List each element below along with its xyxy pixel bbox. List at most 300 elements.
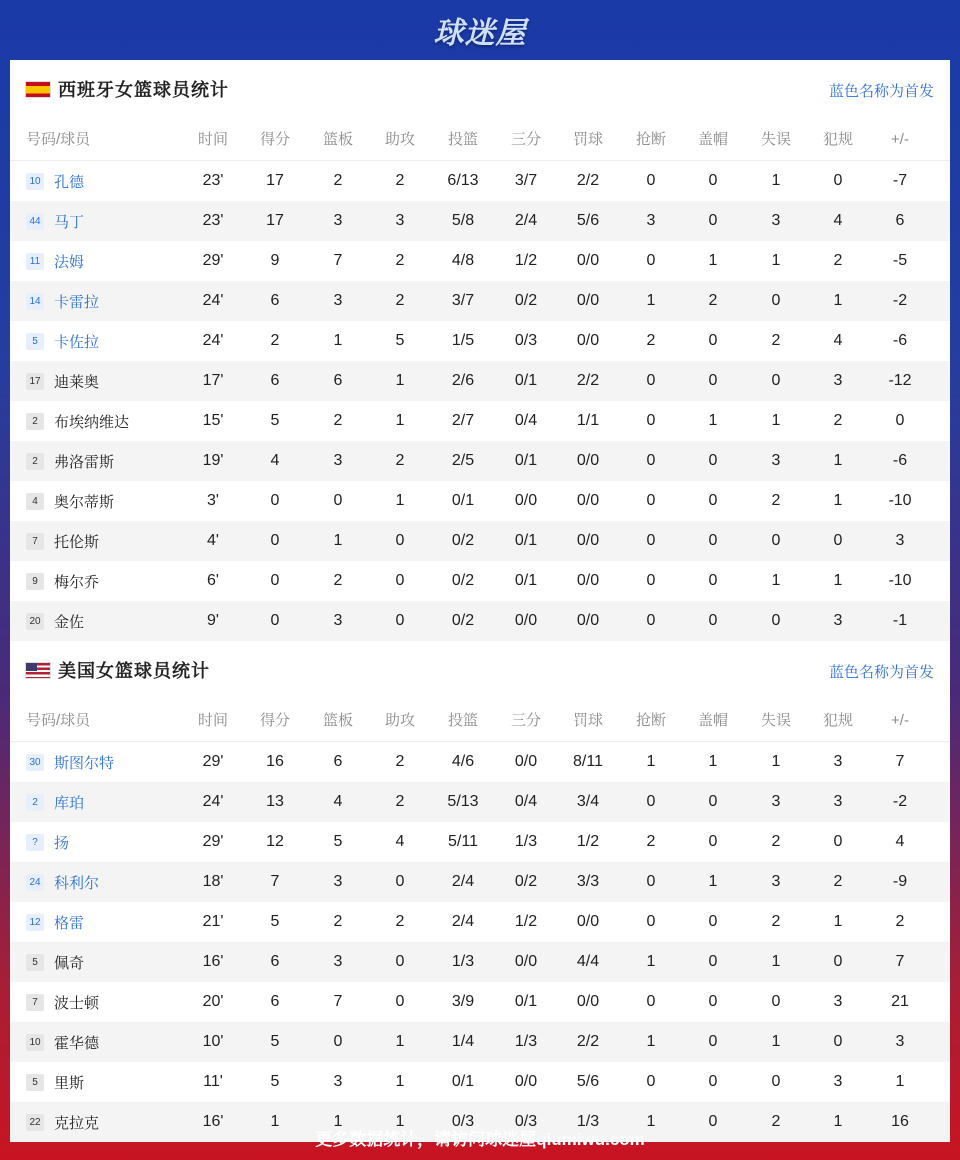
stat-cell: 0 bbox=[708, 1113, 718, 1130]
stat-cell: 1 bbox=[833, 292, 843, 309]
stat-cell: 0 bbox=[708, 953, 718, 970]
stat-cell: 2 bbox=[395, 753, 405, 770]
stat-cell: 0 bbox=[395, 532, 405, 549]
stat-cell: 0 bbox=[708, 212, 718, 229]
stats-panel bbox=[10, 60, 950, 1132]
jersey-number-badge: 24 bbox=[26, 874, 44, 891]
stat-cell: 1 bbox=[771, 572, 781, 589]
stat-cell: 1/2 bbox=[514, 252, 538, 269]
jersey-number-badge: 22 bbox=[26, 1114, 44, 1131]
stat-cell: 0 bbox=[270, 492, 280, 509]
player-name[interactable]: 梅尔乔 bbox=[54, 573, 100, 591]
stat-cell: 7 bbox=[895, 953, 905, 970]
stat-cell: 0/0 bbox=[514, 612, 538, 629]
stat-cell: 3/7 bbox=[514, 172, 538, 189]
column-header: +/- bbox=[891, 131, 909, 148]
player-cell[interactable] bbox=[26, 521, 99, 561]
stat-cell: 15' bbox=[202, 412, 224, 429]
stat-cell: 0 bbox=[395, 572, 405, 589]
stat-cell: 0 bbox=[833, 532, 843, 549]
stat-cell: 0 bbox=[833, 833, 843, 850]
stat-cell: 0/2 bbox=[514, 873, 538, 890]
stat-cell: 0 bbox=[708, 172, 718, 189]
player-row[interactable] bbox=[10, 862, 950, 902]
column-header: 抢断 bbox=[635, 712, 666, 729]
stat-cell: 0 bbox=[646, 412, 656, 429]
player-cell[interactable] bbox=[26, 1022, 99, 1062]
player-name[interactable]: 托伦斯 bbox=[54, 533, 100, 551]
jersey-number-badge: 2 bbox=[26, 413, 44, 430]
stat-cell: 2/2 bbox=[576, 1033, 600, 1050]
stat-cell: 1 bbox=[833, 492, 843, 509]
stat-cell: 4' bbox=[207, 532, 219, 549]
stat-cell: 19' bbox=[202, 452, 224, 469]
player-cell[interactable] bbox=[26, 321, 99, 361]
stat-cell: 10' bbox=[202, 1033, 224, 1050]
column-header: 三分 bbox=[510, 131, 541, 148]
stat-cell: 0 bbox=[270, 572, 280, 589]
column-header: 助攻 bbox=[384, 712, 415, 729]
stat-cell: 0/2 bbox=[451, 532, 475, 549]
player-cell[interactable] bbox=[26, 782, 84, 822]
jersey-number-badge: 17 bbox=[26, 373, 44, 390]
stat-cell: 29' bbox=[202, 252, 224, 269]
player-cell[interactable] bbox=[26, 862, 99, 902]
player-row[interactable] bbox=[10, 241, 950, 281]
player-name[interactable]: 马丁 bbox=[54, 213, 85, 231]
player-name[interactable]: 波士顿 bbox=[54, 994, 100, 1012]
player-cell[interactable] bbox=[26, 902, 84, 942]
stat-cell: 16' bbox=[202, 1113, 224, 1130]
player-cell[interactable] bbox=[26, 942, 84, 982]
stat-cell: 1/4 bbox=[451, 1033, 475, 1050]
stat-cell: 20' bbox=[202, 993, 224, 1010]
stat-cell: 1 bbox=[395, 1113, 405, 1130]
player-row[interactable] bbox=[10, 561, 950, 601]
stat-cell: 1 bbox=[646, 1033, 656, 1050]
player-cell[interactable] bbox=[26, 241, 84, 281]
stat-cell: 12 bbox=[266, 833, 284, 850]
stat-cell: 6 bbox=[333, 372, 343, 389]
stat-cell: 0 bbox=[708, 372, 718, 389]
stat-cell: 2 bbox=[771, 833, 781, 850]
stat-cell: 0/0 bbox=[576, 452, 600, 469]
stat-cell: 1/3 bbox=[514, 1033, 538, 1050]
stat-cell: 5 bbox=[270, 412, 280, 429]
stat-cell: 23' bbox=[202, 172, 224, 189]
stat-cell: 21' bbox=[202, 913, 224, 930]
stat-cell: 4/6 bbox=[451, 753, 475, 770]
table-header bbox=[10, 701, 950, 742]
player-name[interactable]: 斯图尔特 bbox=[54, 754, 115, 772]
section-header bbox=[10, 641, 950, 701]
footer-banner[interactable]: 更多数据统计，请访问球迷屋qiumiwu.com bbox=[315, 1130, 645, 1149]
column-header: 时间 bbox=[197, 712, 228, 729]
stat-cell: 0 bbox=[771, 532, 781, 549]
stat-cell: 0 bbox=[395, 993, 405, 1010]
stat-cell: 4 bbox=[833, 332, 843, 349]
stat-cell: 1 bbox=[833, 913, 843, 930]
player-row[interactable] bbox=[10, 161, 950, 201]
player-name[interactable]: 卡佐拉 bbox=[54, 333, 100, 351]
stat-cell: 0/4 bbox=[514, 412, 538, 429]
stat-cell: 0 bbox=[771, 612, 781, 629]
player-name[interactable]: 霍华德 bbox=[54, 1034, 100, 1052]
player-cell[interactable] bbox=[26, 742, 114, 782]
stat-cell: 3/7 bbox=[451, 292, 475, 309]
column-header: 犯规 bbox=[822, 712, 853, 729]
stat-cell: 5/6 bbox=[576, 212, 600, 229]
stat-cell: 0 bbox=[708, 492, 718, 509]
stat-cell: 3 bbox=[333, 452, 343, 469]
stat-cell: 1 bbox=[771, 252, 781, 269]
column-header: 篮板 bbox=[322, 131, 353, 148]
stat-cell: 0/0 bbox=[576, 913, 600, 930]
player-row[interactable] bbox=[10, 982, 950, 1022]
column-header: 失误 bbox=[760, 712, 791, 729]
stat-cell: 3 bbox=[833, 372, 843, 389]
stat-cell: 3 bbox=[333, 1073, 343, 1090]
usa-flag-icon bbox=[26, 663, 50, 678]
stat-cell: 0 bbox=[646, 1073, 656, 1090]
stat-cell: 1 bbox=[771, 953, 781, 970]
stat-cell: 3 bbox=[771, 452, 781, 469]
column-header: 盖帽 bbox=[697, 712, 728, 729]
stat-cell: 0 bbox=[646, 492, 656, 509]
stat-cell: 1 bbox=[270, 1113, 280, 1130]
stat-cell: 1/3 bbox=[576, 1113, 600, 1130]
team-section bbox=[10, 641, 950, 1142]
stat-cell: 3 bbox=[333, 612, 343, 629]
stat-cell: 3' bbox=[207, 492, 219, 509]
jersey-number-badge: 2 bbox=[26, 453, 44, 470]
stat-cell: 2 bbox=[333, 172, 343, 189]
stat-cell: 7 bbox=[270, 873, 280, 890]
stat-cell: 2 bbox=[895, 913, 905, 930]
stat-cell: 0 bbox=[708, 913, 718, 930]
stat-cell: 1 bbox=[333, 1113, 343, 1130]
stat-cell: 0/2 bbox=[514, 292, 538, 309]
player-name[interactable]: 库珀 bbox=[54, 794, 85, 812]
player-name[interactable]: 科利尔 bbox=[54, 874, 100, 892]
stat-cell: 24' bbox=[202, 332, 224, 349]
stat-cell: 3/9 bbox=[451, 993, 475, 1010]
column-header: 盖帽 bbox=[697, 131, 728, 148]
stat-cell: 0/0 bbox=[576, 332, 600, 349]
stat-cell: 6 bbox=[895, 212, 905, 229]
stat-cell: -6 bbox=[892, 452, 908, 469]
stat-cell: 0 bbox=[646, 793, 656, 810]
stat-cell: 2 bbox=[395, 913, 405, 930]
stat-cell: 0 bbox=[708, 993, 718, 1010]
stat-cell: 0 bbox=[708, 452, 718, 469]
stat-cell: 2 bbox=[771, 492, 781, 509]
stat-cell: 17 bbox=[266, 212, 284, 229]
starter-legend-note: 蓝色名称为首发 bbox=[828, 664, 934, 681]
stat-cell: 0 bbox=[833, 1033, 843, 1050]
player-row[interactable] bbox=[10, 601, 950, 641]
stat-cell: 1 bbox=[646, 953, 656, 970]
stat-cell: 3 bbox=[833, 1073, 843, 1090]
player-row[interactable] bbox=[10, 902, 950, 942]
stat-cell: 18' bbox=[202, 873, 224, 890]
player-name[interactable]: 孔德 bbox=[54, 173, 85, 191]
stat-cell: 1 bbox=[833, 1113, 843, 1130]
stat-cell: 6 bbox=[270, 953, 280, 970]
stat-cell: 3 bbox=[771, 212, 781, 229]
jersey-number-badge: 5 bbox=[26, 954, 44, 971]
stat-cell: 1/3 bbox=[514, 833, 538, 850]
player-name[interactable]: 迪莱奥 bbox=[54, 373, 100, 391]
stat-cell: 0/3 bbox=[451, 1113, 475, 1130]
stat-cell: 0 bbox=[708, 332, 718, 349]
player-cell[interactable] bbox=[26, 1062, 84, 1102]
jersey-number-badge: 7 bbox=[26, 533, 44, 550]
stat-cell: 0/3 bbox=[514, 332, 538, 349]
stat-cell: 2 bbox=[771, 332, 781, 349]
stat-cell: 6 bbox=[270, 292, 280, 309]
stat-cell: 1 bbox=[833, 572, 843, 589]
player-row[interactable] bbox=[10, 321, 950, 361]
stat-cell: 1/3 bbox=[451, 953, 475, 970]
player-name[interactable]: 金佐 bbox=[54, 613, 85, 631]
player-cell[interactable] bbox=[26, 281, 99, 321]
stat-cell: 7 bbox=[333, 252, 343, 269]
stat-cell: 5 bbox=[270, 913, 280, 930]
stat-cell: 5/8 bbox=[451, 212, 475, 229]
stat-cell: 1 bbox=[395, 372, 405, 389]
stat-cell: 0/0 bbox=[576, 572, 600, 589]
player-cell[interactable] bbox=[26, 822, 69, 862]
player-name[interactable]: 卡雷拉 bbox=[54, 293, 100, 311]
player-name[interactable]: 弗洛雷斯 bbox=[54, 453, 115, 471]
stat-cell: 4 bbox=[395, 833, 405, 850]
stat-cell: 0 bbox=[646, 452, 656, 469]
stat-cell: 2 bbox=[646, 833, 656, 850]
player-name[interactable]: 法姆 bbox=[54, 253, 85, 271]
stat-cell: 1 bbox=[771, 412, 781, 429]
player-cell[interactable] bbox=[26, 361, 99, 401]
stat-cell: 1 bbox=[833, 452, 843, 469]
section-title: 西班牙女篮球员统计 bbox=[58, 80, 229, 100]
stat-cell: 2/2 bbox=[576, 172, 600, 189]
stat-cell: 3 bbox=[833, 612, 843, 629]
stat-cell: 2 bbox=[771, 1113, 781, 1130]
brand-logo[interactable]: 球迷屋 bbox=[433, 17, 527, 50]
stat-cell: 0 bbox=[395, 612, 405, 629]
stat-cell: 0 bbox=[395, 873, 405, 890]
column-header: 得分 bbox=[259, 131, 290, 148]
stat-cell: 1 bbox=[395, 492, 405, 509]
stat-cell: 0 bbox=[708, 612, 718, 629]
stat-cell: 4/4 bbox=[576, 953, 600, 970]
stat-cell: 2/2 bbox=[576, 372, 600, 389]
stat-cell: 24' bbox=[202, 793, 224, 810]
stat-cell: 21 bbox=[891, 993, 909, 1010]
column-header: 三分 bbox=[510, 712, 541, 729]
jersey-number-badge: 7 bbox=[26, 994, 44, 1011]
stat-cell: 3 bbox=[333, 953, 343, 970]
jersey-number-badge: 10 bbox=[26, 1034, 44, 1051]
player-name[interactable]: 布埃纳维达 bbox=[54, 413, 130, 431]
player-row[interactable] bbox=[10, 361, 950, 401]
player-row[interactable] bbox=[10, 201, 950, 241]
stat-cell: 2 bbox=[333, 913, 343, 930]
stat-cell: 2 bbox=[708, 292, 718, 309]
stat-cell: 0/1 bbox=[514, 993, 538, 1010]
stat-cell: 3 bbox=[333, 212, 343, 229]
player-cell[interactable] bbox=[26, 441, 114, 481]
stat-cell: 13 bbox=[266, 793, 284, 810]
stat-cell: 29' bbox=[202, 833, 224, 850]
stat-cell: 0 bbox=[708, 572, 718, 589]
player-row[interactable] bbox=[10, 401, 950, 441]
stat-cell: 0/1 bbox=[514, 452, 538, 469]
stat-cell: 6/13 bbox=[447, 172, 479, 189]
stat-cell: 2/5 bbox=[451, 452, 475, 469]
stat-cell: 2 bbox=[833, 412, 843, 429]
stat-cell: 3 bbox=[833, 793, 843, 810]
jersey-number-badge: 11 bbox=[26, 253, 44, 270]
player-cell[interactable] bbox=[26, 601, 84, 641]
jersey-number-badge: 5 bbox=[26, 1074, 44, 1091]
column-header: 投篮 bbox=[447, 131, 478, 148]
stat-cell: 1 bbox=[395, 412, 405, 429]
player-row[interactable] bbox=[10, 822, 950, 862]
player-name[interactable]: 里斯 bbox=[54, 1074, 85, 1092]
stat-cell: 0 bbox=[771, 372, 781, 389]
player-row[interactable] bbox=[10, 1022, 950, 1062]
stat-cell: 5/13 bbox=[447, 793, 479, 810]
stat-cell: 2 bbox=[395, 292, 405, 309]
stat-cell: 7 bbox=[333, 993, 343, 1010]
stat-cell: 3 bbox=[895, 1033, 905, 1050]
stat-cell: 1 bbox=[771, 172, 781, 189]
column-header: 得分 bbox=[259, 712, 290, 729]
stat-cell: 6' bbox=[207, 572, 219, 589]
column-header: 罚球 bbox=[572, 131, 603, 148]
player-row[interactable] bbox=[10, 281, 950, 321]
stat-cell: 3 bbox=[833, 993, 843, 1010]
stat-cell: 2 bbox=[395, 172, 405, 189]
stat-cell: 0 bbox=[708, 793, 718, 810]
stat-cell: 5 bbox=[333, 833, 343, 850]
stat-cell: 0/0 bbox=[514, 953, 538, 970]
stat-cell: 0 bbox=[646, 993, 656, 1010]
stat-cell: 3 bbox=[646, 212, 656, 229]
stat-cell: 2 bbox=[646, 332, 656, 349]
player-cell[interactable] bbox=[26, 401, 129, 441]
stat-cell: 1 bbox=[708, 873, 718, 890]
stat-cell: 6 bbox=[270, 993, 280, 1010]
player-name[interactable]: 格雷 bbox=[54, 914, 85, 932]
stat-cell: 2/4 bbox=[451, 873, 475, 890]
stat-cell: 2 bbox=[395, 793, 405, 810]
stat-cell: 0/1 bbox=[514, 372, 538, 389]
stat-cell: -5 bbox=[892, 252, 908, 269]
stat-cell: 0 bbox=[270, 612, 280, 629]
player-row[interactable] bbox=[10, 441, 950, 481]
stat-cell: 0/0 bbox=[576, 993, 600, 1010]
jersey-number-badge: 10 bbox=[26, 173, 44, 190]
stat-cell: 1/5 bbox=[451, 332, 475, 349]
table-header bbox=[10, 120, 950, 161]
jersey-number-badge: 44 bbox=[26, 213, 44, 230]
stat-cell: -10 bbox=[888, 492, 912, 509]
stat-cell: -10 bbox=[888, 572, 912, 589]
stat-cell: 17' bbox=[202, 372, 224, 389]
stat-cell: 11' bbox=[203, 1073, 223, 1090]
stat-cell: 0 bbox=[708, 833, 718, 850]
spain-flag-icon bbox=[26, 82, 50, 97]
stat-cell: 3 bbox=[333, 292, 343, 309]
stat-cell: 17 bbox=[266, 172, 284, 189]
player-name[interactable]: 奥尔蒂斯 bbox=[54, 493, 115, 511]
player-cell[interactable] bbox=[26, 201, 84, 241]
stat-cell: 3/4 bbox=[576, 793, 600, 810]
player-row[interactable] bbox=[10, 521, 950, 561]
stat-cell: 0/0 bbox=[514, 753, 538, 770]
player-row[interactable] bbox=[10, 742, 950, 782]
jersey-number-badge: 30 bbox=[26, 754, 44, 771]
stat-cell: 4 bbox=[333, 793, 343, 810]
player-row[interactable] bbox=[10, 1062, 950, 1102]
stat-cell: 29' bbox=[202, 753, 224, 770]
stat-cell: 0 bbox=[833, 172, 843, 189]
player-cell[interactable] bbox=[26, 982, 99, 1022]
stat-cell: 0 bbox=[646, 873, 656, 890]
player-row[interactable] bbox=[10, 481, 950, 521]
stat-cell: 2 bbox=[270, 332, 280, 349]
stat-cell: 2/7 bbox=[451, 412, 475, 429]
jersey-number-badge: 2 bbox=[26, 794, 44, 811]
player-name[interactable]: 克拉克 bbox=[54, 1114, 100, 1132]
stat-cell: 0 bbox=[333, 492, 343, 509]
stat-cell: 1 bbox=[395, 1033, 405, 1050]
player-name[interactable]: 扬 bbox=[54, 834, 70, 852]
stat-cell: 1 bbox=[708, 753, 718, 770]
player-cell[interactable] bbox=[26, 561, 99, 601]
stat-cell: 8/11 bbox=[573, 753, 603, 770]
stat-cell: 0/1 bbox=[451, 492, 475, 509]
jersey-number-badge: 20 bbox=[26, 613, 44, 630]
stat-cell: 2 bbox=[333, 572, 343, 589]
stat-cell: -6 bbox=[892, 332, 908, 349]
stat-cell: 2 bbox=[395, 252, 405, 269]
stat-cell: 0 bbox=[708, 532, 718, 549]
player-cell[interactable] bbox=[26, 481, 114, 521]
stat-cell: 0/1 bbox=[514, 532, 538, 549]
stat-cell: 0/0 bbox=[576, 492, 600, 509]
player-row[interactable] bbox=[10, 782, 950, 822]
column-header: 抢断 bbox=[635, 131, 666, 148]
player-cell[interactable] bbox=[26, 161, 84, 201]
player-row[interactable] bbox=[10, 942, 950, 982]
stat-cell: 16 bbox=[266, 753, 284, 770]
column-header: 号码/球员 bbox=[26, 131, 91, 148]
stat-cell: 0 bbox=[708, 1033, 718, 1050]
column-header: 罚球 bbox=[572, 712, 603, 729]
stat-cell: 0/0 bbox=[576, 612, 600, 629]
column-header: 号码/球员 bbox=[26, 712, 91, 729]
jersey-number-badge: 4 bbox=[26, 493, 44, 510]
player-name[interactable]: 佩奇 bbox=[54, 954, 85, 972]
section-title: 美国女篮球员统计 bbox=[58, 661, 210, 681]
stat-cell: 16' bbox=[202, 953, 224, 970]
stat-cell: 7 bbox=[895, 753, 905, 770]
column-header: +/- bbox=[891, 712, 909, 729]
stat-cell: 2/6 bbox=[451, 372, 475, 389]
